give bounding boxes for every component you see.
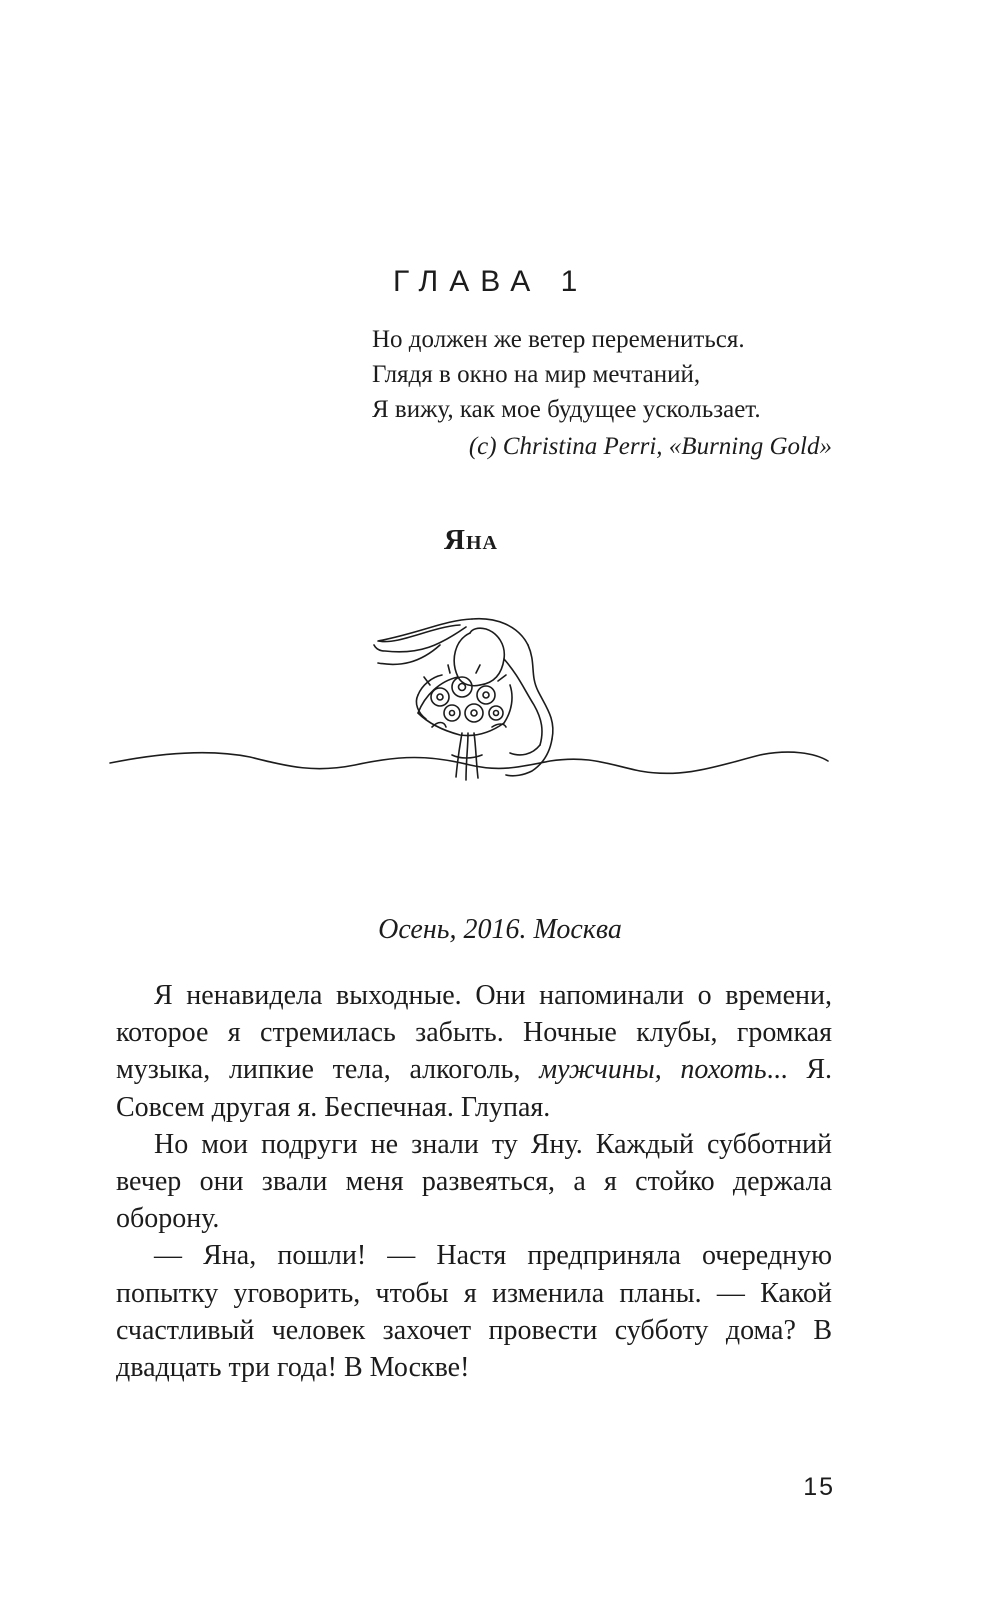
body-text	[116, 977, 832, 1386]
pov-character-name: Яна	[444, 524, 498, 556]
woman-with-bouquet-icon	[100, 615, 840, 830]
dateline: Осень, 2016. Москва	[378, 914, 622, 945]
epigraph-line-3: Я вижу, как мое будущее ускользает.	[372, 396, 761, 423]
epigraph-line-2: Глядя в окно на мир мечтаний,	[372, 361, 701, 388]
chapter-title: ГЛАВА 1	[393, 265, 589, 298]
wave-line	[110, 752, 828, 773]
paragraph-1-text-a: Я ненавидела выходные. Они напоминали о времени, которое я стремилась забыть. Ночные клубы, громкая музыка, липкие тела, алкоголь,	[116, 980, 832, 1086]
epigraph	[372, 322, 832, 464]
page-number: 15	[803, 1473, 835, 1501]
epigraph-line-1: Но должен же ветер перемениться.	[372, 326, 745, 353]
epigraph-attribution: (с) Christina Perri, «Burning Gold»	[468, 433, 832, 460]
paragraph-3: — Яна, пошли! — Настя предприняла очередную попытку уговорить, чтобы я изменила планы. — Какой счастливый человек захочет провести субботу дома? В двадцать три года! В Москве!	[116, 1240, 832, 1384]
paragraph-1	[116, 977, 832, 1126]
paragraph-2: Но мои подруги не знали ту Яну. Каждый субботний вечер они звали меня развеяться, а я стойко держала оборону.	[116, 1128, 832, 1235]
paragraph-1-italic: мужчины, похоть	[539, 1054, 767, 1086]
paragraph-1-text-b: ... Я. Совсем другая я. Беспечная. Глупая.	[116, 1054, 832, 1123]
